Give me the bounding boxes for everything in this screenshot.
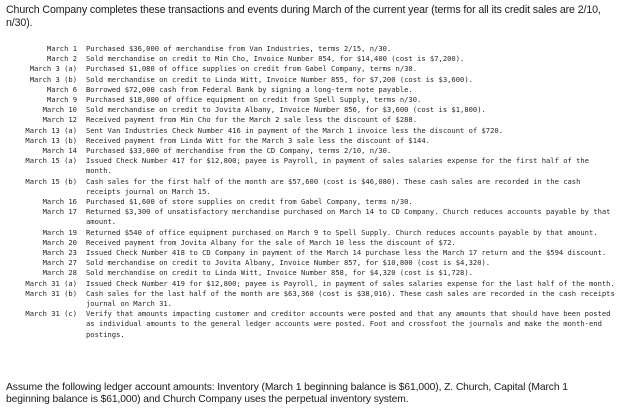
transaction-date: March 3 (a) [29, 64, 77, 74]
transaction-date: March 3 (b) [29, 74, 77, 84]
transaction-row [6, 238, 618, 248]
transaction-list [6, 44, 618, 340]
transaction-date: March 13 (a) [25, 125, 77, 135]
transaction-row [6, 156, 618, 176]
transaction-description: Issued Check Number 418 to CD Company in payment of the March 14 purchase less the March 17 return and the $594 discount. [86, 248, 607, 258]
ledger-assumptions: Assume the following ledger account amounts: Inventory (March 1 beginning balance is $61,000), Z. Church, Capital (March 1 beginning balance is $61,000) and Church Company uses the perpetual inventory system. [6, 382, 568, 406]
transaction-description: Verify that amounts impacting customer and creditor accounts were posted and that any amounts that should have been posted as individual amounts to the general ledger accounts were posted. Foot and crossfoot the journals and make the month-end postings. [86, 309, 615, 339]
transaction-date: March 13 (b) [25, 135, 77, 145]
transaction-date: March 27 [42, 258, 77, 268]
transaction-row [6, 197, 618, 207]
transaction-row [6, 85, 618, 95]
transaction-date: March 10 [42, 105, 77, 115]
transaction-description: Sold merchandise on credit to Linda Witt, Invoice Number 855, for $7,200 (cost is $3,600). [86, 74, 473, 84]
transaction-description: Sold merchandise on credit to Min Cho, Invoice Number 854, for $14,400 (cost is $7,200). [86, 54, 465, 64]
transaction-row [6, 248, 618, 258]
transaction-row [6, 268, 618, 278]
transaction-description: Issued Check Number 417 for $12,800; payee is Payroll, in payment of sales salaries expense for the first half of the month. [86, 156, 594, 176]
transaction-date: March 31 (c) [25, 309, 77, 319]
transaction-date: March 23 [42, 248, 77, 258]
transaction-description: Returned $3,300 of unsatisfactory merchandise purchased on March 14 to CD Company. Church reduces accounts payable by that amount. [86, 207, 615, 227]
transaction-description: Purchased $33,000 of merchandise from the CD Company, terms 2/10, n/30. [86, 146, 392, 156]
transaction-row [6, 126, 618, 136]
transaction-description: Received payment from Min Cho for the March 2 sale less the discount of $288. [86, 115, 418, 125]
transaction-row [6, 64, 618, 74]
transaction-date: March 19 [42, 227, 77, 237]
transaction-row [6, 228, 618, 238]
transaction-date: March 2 [46, 54, 77, 64]
transaction-description: Purchased $1,600 of store supplies on credit from Gabel Company, terms n/30. [86, 197, 413, 207]
transaction-row [6, 44, 618, 54]
transaction-date: March 12 [42, 115, 77, 125]
transaction-description: Cash sales for the first half of the month are $57,600 (cost is $46,080). These cash sales are recorded in the cash receipts journal on March 15. [86, 176, 585, 196]
transaction-date: March 1 [46, 44, 77, 53]
transaction-description: Sent Van Industries Check Number 416 in payment of the March 1 invoice less the discount of $720. [86, 125, 504, 135]
transaction-row [6, 279, 618, 289]
transaction-row [6, 258, 618, 268]
transaction-row [6, 146, 618, 156]
transaction-date: March 16 [42, 197, 77, 207]
transaction-description: Received payment from Linda Witt for the March 3 sale less the discount of $144. [86, 135, 430, 145]
transaction-description: Received payment from Jovita Albany for the sale of March 10 less the discount of $72. [86, 237, 456, 247]
transaction-row [6, 105, 618, 115]
transaction-date: March 15 (a) [25, 156, 77, 166]
transaction-row [6, 309, 618, 340]
transaction-date: March 6 [46, 84, 77, 94]
transaction-row [6, 75, 618, 85]
transaction-row [6, 54, 618, 64]
problem-intro: Church Company completes these transactions and events during March of the current year (terms for all its credit sales are 2/10, n/30). [6, 4, 601, 29]
transaction-description: Sold merchandise on credit to Jovita Albany, Invoice Number 856, for $3,600 (cost is $1,800). [86, 105, 486, 115]
transaction-date: March 17 [42, 207, 77, 217]
transaction-row [6, 136, 618, 146]
transaction-description: Issued Check Number 419 for $12,800; payee is Payroll, in payment of sales salaries expense for the last half of the month. [86, 278, 615, 288]
transaction-date: March 14 [42, 146, 77, 156]
transaction-description: Sold merchandise on credit to Jovita Albany, Invoice Number 857, for $10,800 (cost is $4,320). [86, 258, 491, 268]
transaction-description: Purchased $36,000 of merchandise from Van Industries, terms 2/15, n/30. [86, 44, 392, 53]
transaction-description: Purchased $18,000 of office equipment on credit from Spell Supply, terms n/30. [86, 95, 422, 105]
transaction-description: Returned $540 of office equipment purchased on March 9 to Spell Supply. Church reduces accounts payable by that amount. [86, 227, 598, 237]
transaction-date: March 28 [42, 268, 77, 278]
transaction-description: Sold merchandise on credit to Linda Witt, Invoice Number 858, for $4,320 (cost is $1,728). [86, 268, 473, 278]
transaction-row [6, 95, 618, 105]
transaction-description: Purchased $1,080 of office supplies on credit from Gabel Company, terms n/30. [86, 64, 418, 74]
transaction-date: March 31 (a) [25, 278, 77, 288]
transaction-row [6, 207, 618, 227]
transaction-date: March 9 [46, 95, 77, 105]
transaction-row [6, 289, 618, 309]
transaction-row [6, 177, 618, 197]
transaction-description: Cash sales for the last half of the month are $63,360 (cost is $38,016). These cash sales are recorded in the cash receipts journal on March 31. [86, 288, 620, 309]
transaction-row [6, 115, 618, 125]
transaction-date: March 20 [42, 237, 77, 247]
transaction-date: March 31 (b) [25, 288, 77, 298]
transaction-date: March 15 (b) [25, 176, 77, 186]
transaction-description: Borrowed $72,000 cash from Federal Bank by signing a long-term note payable. [86, 84, 413, 94]
